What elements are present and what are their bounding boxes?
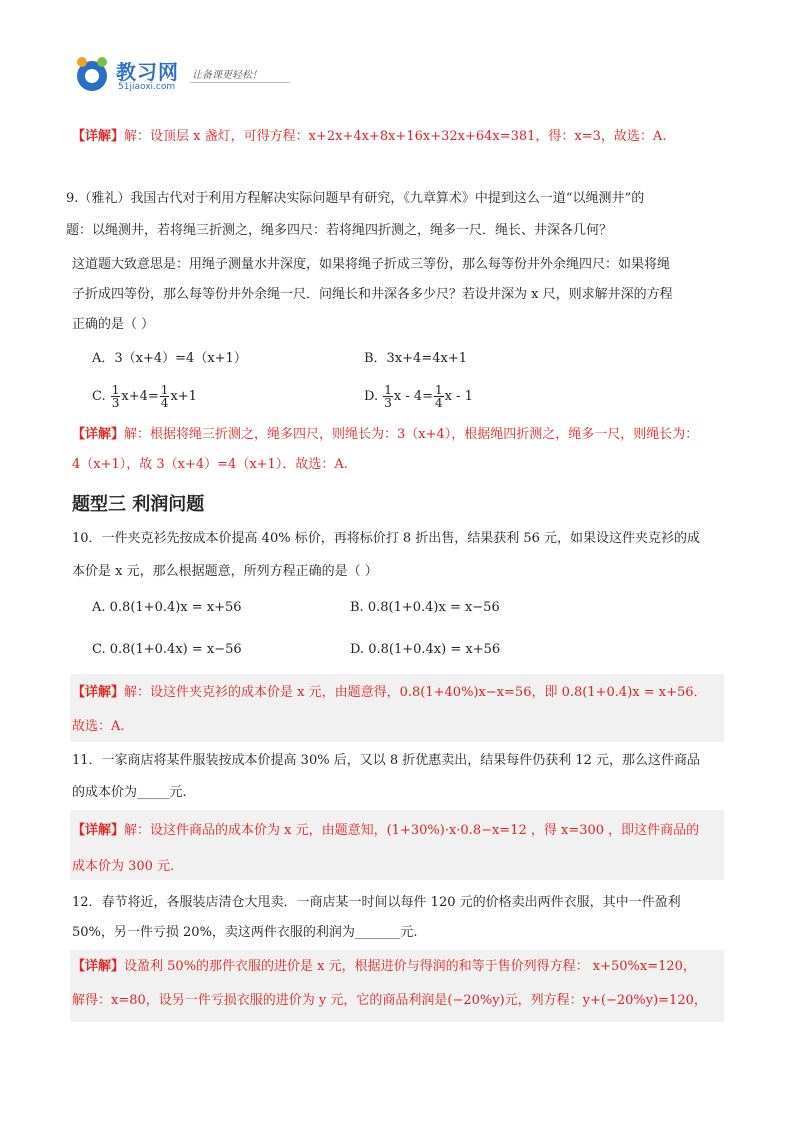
- section-heading: 题型三 利润问题: [72, 494, 205, 515]
- q10-answer-line2: 故选：A.: [72, 719, 125, 734]
- answer-tag: 【详解】: [72, 427, 125, 442]
- q11-line1: 11．一家商店将某件服装按成本价提高 30% 后，又以 8 折优惠卖出，结果每件仍获利 12 元，那么这件商品: [72, 753, 701, 768]
- q9-line1: 9.（雅礼）我国古代对于利用方程解决实际问题早有研究，《九章算术》中提到这么一道“以绳测井”的: [66, 191, 645, 206]
- answer-tag: 【详解】: [72, 823, 125, 838]
- option-text: x - 4=: [393, 389, 434, 404]
- logo-slogan: 让备课更轻松！: [192, 70, 262, 81]
- logo-mark-icon: [72, 54, 112, 94]
- q11-answer-line1: [72, 822, 699, 840]
- option-text: x+4=: [121, 389, 159, 404]
- option-label: C.: [92, 389, 106, 404]
- answer-tag: 【详解】: [72, 959, 125, 974]
- q10-line1: 10．一件夹克衫先按成本价提高 40% 标价，再将标价打 8 折出售，结果获利 56 元，如果设这件夹克衫的成: [72, 531, 701, 546]
- q10-option-d: D. 0.8(1+0.4x) = x+56: [350, 642, 501, 657]
- q9-line4: 子折成四等份，那么每等份井外余绳一尺．问绳长和井深各多少尺？若设井深为 x 尺，则求解井深的方程: [72, 287, 673, 302]
- answer-text: 解：设这件夹克衫的成本价是 x 元，由题意得，0.8(1+40%)x−x=56，即 0.8(1+0.4)x = x+56．: [124, 685, 707, 700]
- q9-line2: 题：以绳测井，若将绳三折测之，绳多四尺：若将绳四折测之，绳多一尺．绳长、井深各几何？: [66, 223, 613, 238]
- answer-tag: 【详解】: [72, 685, 125, 700]
- option-text: x - 1: [444, 389, 473, 404]
- q12-answer-line2: 解得：x=80，设另一件亏损衣服的进价为 y 元，它的商品利润是(−20%y)元，列方程：y+(−20%y)=120，: [72, 993, 707, 1008]
- answer-text: 解：根据将绳三折测之，绳多四尺，则绳长为：3（x+4），根据绳四折测之，绳多一尺，则绳长为：: [124, 427, 699, 442]
- q8-answer: [72, 128, 666, 146]
- q9-line3: 这道题大致意思是：用绳子测量水井深度，如果将绳子折成三等份，那么每等份井外余绳四尺：如果将绳: [72, 257, 671, 272]
- q12-answer-line1: [72, 958, 696, 976]
- header-logo: [72, 52, 292, 100]
- answer-text: 解：设这件商品的成本价为 x 元，由题意知，(1+30%)·x·0.8−x=12 ，得 x=300 ，即这件商品的: [124, 823, 700, 838]
- fraction: $\frac{1}{4}$: [435, 383, 443, 410]
- q9-option-d: [364, 384, 473, 409]
- logo-title: 教习网: [116, 60, 179, 84]
- q9-answer-line2: 4（x+1），故 3（x+4）=4（x+1）．故选：A.: [72, 457, 348, 472]
- q10-option-b: B. 0.8(1+0.4)x = x−56: [350, 600, 500, 615]
- q10-option-a: A. 0.8(1+0.4)x = x+56: [92, 600, 242, 615]
- q9-option-c: [92, 384, 197, 409]
- q10-option-c: C. 0.8(1+0.4x) = x−56: [92, 642, 242, 657]
- q9-option-b: B．3x+4=4x+1: [364, 351, 467, 366]
- q9-answer-line1: [72, 426, 698, 444]
- slogan-underline: [190, 82, 290, 83]
- q12-line2: 50%，另一件亏损 20%，卖这两件衣服的利润为_______元.: [72, 925, 418, 940]
- q10-answer-line1: [72, 684, 707, 702]
- q11-line2: 的成本价为_____元.: [72, 785, 187, 800]
- option-label: D.: [364, 389, 379, 404]
- fraction: $\frac{1}{4}$: [160, 383, 169, 410]
- q12-line1: 12．春节将近，各服装店清仓大甩卖．一商店某一时间以每件 120 元的价格卖出两件衣服，其中一件盈利: [72, 895, 681, 910]
- fraction: $\frac{1}{3}$: [384, 383, 392, 410]
- q9-option-a: A．3（x+4）=4（x+1）: [92, 351, 247, 366]
- fraction: $\frac{1}{3}$: [111, 383, 120, 410]
- answer-text: 设盈利 50%的那件衣服的进价是 x 元，根据进价与得润的和等于售价列得方程： x+50%x=120，: [124, 959, 696, 974]
- q9-line5: 正确的是（ ）: [72, 317, 155, 332]
- option-text: x+1: [170, 389, 197, 404]
- q11-answer-line2: 成本价为 300 元.: [72, 859, 175, 874]
- logo-url: 51jiaoxi.com: [118, 82, 176, 92]
- answer-text: 解：设顶层 x 盏灯，可得方程：x+2x+4x+8x+16x+32x+64x=381，得：x=3，故选：A.: [124, 129, 667, 144]
- answer-tag: 【详解】: [72, 129, 125, 144]
- q10-line2: 本价是 x 元，那么根据题意，所列方程正确的是（ ）: [72, 564, 378, 579]
